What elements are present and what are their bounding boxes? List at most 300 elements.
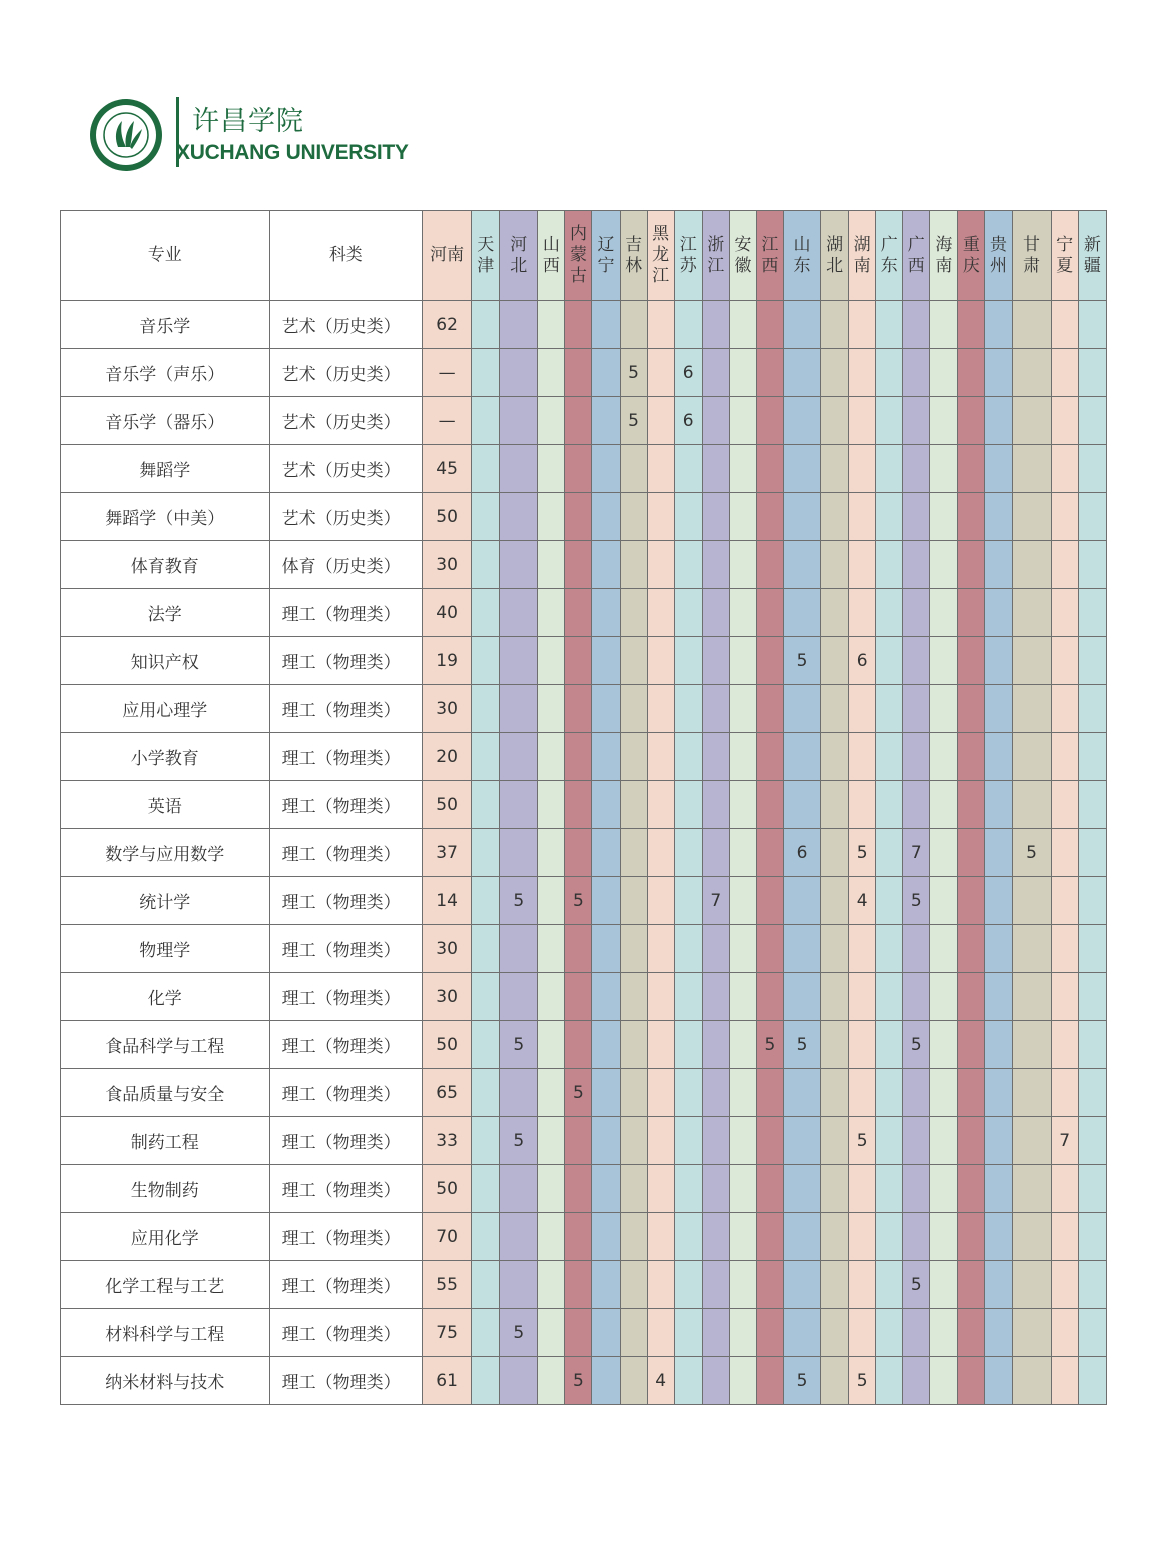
quota-cell <box>565 1309 592 1357</box>
quota-cell <box>674 685 702 733</box>
quota-cell <box>1051 445 1078 493</box>
quota-cell <box>1051 685 1078 733</box>
quota-cell <box>472 541 500 589</box>
quota-cell: 50 <box>423 1165 472 1213</box>
quota-cell <box>985 1069 1012 1117</box>
quota-cell <box>930 637 958 685</box>
quota-cell <box>565 829 592 877</box>
quota-cell <box>985 829 1012 877</box>
quota-cell <box>674 301 702 349</box>
quota-cell <box>756 781 783 829</box>
quota-cell <box>702 973 729 1021</box>
quota-cell <box>620 1309 647 1357</box>
quota-cell <box>849 1021 876 1069</box>
quota-cell <box>930 1021 958 1069</box>
quota-cell <box>958 1357 985 1405</box>
quota-cell <box>472 1309 500 1357</box>
quota-cell <box>821 733 849 781</box>
quota-cell <box>1012 1261 1051 1309</box>
enrollment-plan-table <box>60 210 1107 1405</box>
quota-cell <box>958 1117 985 1165</box>
quota-cell <box>1078 397 1106 445</box>
quota-cell <box>849 973 876 1021</box>
quota-cell <box>592 1357 620 1405</box>
quota-cell <box>876 1069 903 1117</box>
quota-cell <box>783 589 820 637</box>
quota-cell <box>876 1213 903 1261</box>
table-row <box>61 1165 1107 1213</box>
quota-cell <box>876 1309 903 1357</box>
quota-cell <box>620 1213 647 1261</box>
quota-cell <box>472 349 500 397</box>
table-row <box>61 973 1107 1021</box>
quota-cell: 7 <box>903 829 930 877</box>
quota-cell <box>1051 1261 1078 1309</box>
quota-cell <box>1012 445 1051 493</box>
quota-cell <box>1078 301 1106 349</box>
quota-cell: 5 <box>783 1021 820 1069</box>
quota-cell <box>1051 493 1078 541</box>
quota-cell <box>647 685 674 733</box>
quota-cell: 5 <box>849 829 876 877</box>
quota-cell: 5 <box>620 397 647 445</box>
header-province <box>1012 211 1051 301</box>
quota-cell <box>500 733 538 781</box>
quota-cell <box>903 781 930 829</box>
quota-cell <box>1051 973 1078 1021</box>
quota-cell <box>674 733 702 781</box>
quota-cell <box>1051 1021 1078 1069</box>
quota-cell <box>565 781 592 829</box>
quota-cell <box>538 301 565 349</box>
quota-cell <box>1012 733 1051 781</box>
quota-cell: 70 <box>423 1213 472 1261</box>
quota-cell <box>674 1021 702 1069</box>
quota-cell <box>729 1261 756 1309</box>
quota-cell <box>1078 1309 1106 1357</box>
quota-cell <box>821 1165 849 1213</box>
quota-cell <box>821 349 849 397</box>
major-cell: 化学 <box>61 973 270 1021</box>
quota-cell <box>821 781 849 829</box>
table-row <box>61 1021 1107 1069</box>
quota-cell: 33 <box>423 1117 472 1165</box>
quota-cell <box>930 397 958 445</box>
quota-cell <box>620 877 647 925</box>
quota-cell <box>592 397 620 445</box>
major-cell: 舞蹈学 <box>61 445 270 493</box>
quota-cell <box>729 541 756 589</box>
major-cell: 食品质量与安全 <box>61 1069 270 1117</box>
category-cell: 理工（物理类） <box>269 925 422 973</box>
major-cell: 生物制药 <box>61 1165 270 1213</box>
quota-cell <box>674 877 702 925</box>
quota-cell <box>876 733 903 781</box>
quota-cell <box>930 685 958 733</box>
header-province <box>620 211 647 301</box>
quota-cell <box>756 589 783 637</box>
category-cell: 理工（物理类） <box>269 1069 422 1117</box>
province-label: 江苏 <box>679 234 697 276</box>
quota-cell <box>472 589 500 637</box>
quota-cell <box>592 1261 620 1309</box>
quota-cell <box>958 445 985 493</box>
header-province <box>930 211 958 301</box>
quota-cell: 30 <box>423 925 472 973</box>
province-label: 宁夏 <box>1056 234 1074 276</box>
quota-cell <box>783 781 820 829</box>
quota-cell <box>876 397 903 445</box>
quota-cell <box>783 1117 820 1165</box>
quota-cell <box>821 301 849 349</box>
quota-cell <box>500 301 538 349</box>
quota-cell <box>1012 1309 1051 1357</box>
quota-cell <box>903 973 930 1021</box>
quota-cell <box>620 1357 647 1405</box>
quota-cell <box>821 877 849 925</box>
quota-cell <box>783 973 820 1021</box>
header-province <box>472 211 500 301</box>
quota-cell <box>620 973 647 1021</box>
quota-cell <box>876 1021 903 1069</box>
quota-cell <box>472 733 500 781</box>
quota-cell <box>538 1213 565 1261</box>
quota-cell: 4 <box>849 877 876 925</box>
quota-cell <box>958 1261 985 1309</box>
major-cell: 舞蹈学（中美） <box>61 493 270 541</box>
quota-cell <box>592 781 620 829</box>
quota-cell <box>849 685 876 733</box>
quota-cell <box>958 637 985 685</box>
quota-cell <box>849 1261 876 1309</box>
quota-cell: 7 <box>1051 1117 1078 1165</box>
quota-cell <box>538 493 565 541</box>
quota-cell <box>756 1117 783 1165</box>
quota-cell <box>729 445 756 493</box>
header-province <box>985 211 1012 301</box>
quota-cell <box>565 1165 592 1213</box>
quota-cell <box>985 541 1012 589</box>
quota-cell <box>1012 973 1051 1021</box>
quota-cell <box>729 781 756 829</box>
quota-cell <box>930 1309 958 1357</box>
quota-cell <box>620 781 647 829</box>
quota-cell <box>1012 1357 1051 1405</box>
quota-cell <box>903 1213 930 1261</box>
quota-cell <box>849 589 876 637</box>
quota-cell <box>958 829 985 877</box>
province-label: 海南 <box>935 234 953 276</box>
quota-cell <box>538 445 565 493</box>
quota-cell: 55 <box>423 1261 472 1309</box>
quota-cell <box>538 541 565 589</box>
quota-cell <box>985 1357 1012 1405</box>
quota-cell <box>592 973 620 1021</box>
quota-cell <box>1078 685 1106 733</box>
quota-cell <box>647 349 674 397</box>
quota-cell <box>1012 685 1051 733</box>
quota-cell <box>538 1165 565 1213</box>
quota-cell <box>783 301 820 349</box>
quota-cell: 45 <box>423 445 472 493</box>
quota-cell <box>500 1213 538 1261</box>
table-row <box>61 781 1107 829</box>
quota-cell <box>958 589 985 637</box>
quota-cell <box>1012 397 1051 445</box>
header-province <box>821 211 849 301</box>
quota-cell <box>930 733 958 781</box>
quota-cell <box>729 733 756 781</box>
province-label: 内蒙古 <box>569 224 587 286</box>
quota-cell: 5 <box>500 1117 538 1165</box>
quota-cell <box>647 541 674 589</box>
quota-cell <box>958 973 985 1021</box>
quota-cell <box>647 1261 674 1309</box>
quota-cell <box>756 349 783 397</box>
quota-cell <box>565 1117 592 1165</box>
quota-cell <box>647 493 674 541</box>
table-row <box>61 1261 1107 1309</box>
quota-cell <box>565 301 592 349</box>
table-row <box>61 733 1107 781</box>
quota-cell <box>985 1021 1012 1069</box>
quota-cell <box>1051 541 1078 589</box>
quota-cell <box>876 685 903 733</box>
table-header-row <box>61 211 1107 301</box>
quota-cell <box>985 1261 1012 1309</box>
university-logo <box>88 95 448 175</box>
quota-cell <box>729 1357 756 1405</box>
quota-cell <box>903 397 930 445</box>
quota-cell <box>1078 1069 1106 1117</box>
quota-cell <box>1051 829 1078 877</box>
major-cell: 应用化学 <box>61 1213 270 1261</box>
quota-cell <box>592 733 620 781</box>
quota-cell <box>647 301 674 349</box>
quota-cell <box>1078 1357 1106 1405</box>
category-cell: 艺术（历史类） <box>269 493 422 541</box>
quota-cell <box>729 589 756 637</box>
quota-cell <box>1078 781 1106 829</box>
quota-cell <box>620 1261 647 1309</box>
quota-cell <box>702 829 729 877</box>
quota-cell <box>958 397 985 445</box>
quota-cell <box>500 1261 538 1309</box>
quota-cell <box>647 1213 674 1261</box>
quota-cell <box>1051 1165 1078 1213</box>
quota-cell: 5 <box>783 637 820 685</box>
quota-cell <box>783 1165 820 1213</box>
quota-cell: 6 <box>849 637 876 685</box>
quota-cell <box>1051 733 1078 781</box>
quota-cell <box>903 1117 930 1165</box>
header-province <box>958 211 985 301</box>
category-cell: 理工（物理类） <box>269 685 422 733</box>
quota-cell: 5 <box>903 1261 930 1309</box>
quota-cell <box>930 973 958 1021</box>
quota-cell <box>538 397 565 445</box>
quota-cell <box>565 733 592 781</box>
university-name-en: XUCHANG UNIVERSITY <box>176 141 409 164</box>
quota-cell <box>985 973 1012 1021</box>
quota-cell <box>500 1165 538 1213</box>
quota-cell <box>1078 733 1106 781</box>
major-cell: 统计学 <box>61 877 270 925</box>
quota-cell: 62 <box>423 301 472 349</box>
quota-cell <box>876 1357 903 1405</box>
quota-cell: 5 <box>783 1357 820 1405</box>
table-row <box>61 541 1107 589</box>
header-major: 专业 <box>61 211 270 301</box>
quota-cell <box>756 973 783 1021</box>
table-row <box>61 1117 1107 1165</box>
province-label: 湖南 <box>853 234 871 276</box>
quota-cell <box>472 1165 500 1213</box>
quota-cell <box>674 541 702 589</box>
quota-cell <box>756 445 783 493</box>
quota-cell <box>903 445 930 493</box>
quota-cell <box>876 925 903 973</box>
quota-cell <box>930 301 958 349</box>
quota-cell <box>903 685 930 733</box>
quota-cell <box>821 445 849 493</box>
quota-cell <box>985 637 1012 685</box>
quota-cell <box>783 349 820 397</box>
quota-cell <box>472 1069 500 1117</box>
quota-cell <box>985 733 1012 781</box>
quota-cell <box>1078 1117 1106 1165</box>
quota-cell <box>1051 925 1078 973</box>
quota-cell <box>647 589 674 637</box>
quota-cell <box>958 1069 985 1117</box>
quota-cell: 5 <box>565 1357 592 1405</box>
quota-cell <box>783 445 820 493</box>
quota-cell <box>565 925 592 973</box>
quota-cell <box>821 637 849 685</box>
category-cell: 艺术（历史类） <box>269 445 422 493</box>
quota-cell <box>1078 637 1106 685</box>
quota-cell <box>702 397 729 445</box>
quota-cell <box>538 829 565 877</box>
quota-cell <box>1012 493 1051 541</box>
quota-cell <box>783 1069 820 1117</box>
table-row <box>61 397 1107 445</box>
quota-cell <box>930 925 958 973</box>
quota-cell <box>876 1165 903 1213</box>
quota-cell <box>592 301 620 349</box>
province-label: 山西 <box>542 234 560 276</box>
quota-cell <box>729 877 756 925</box>
major-cell: 化学工程与工艺 <box>61 1261 270 1309</box>
quota-cell <box>538 1021 565 1069</box>
quota-cell <box>702 1069 729 1117</box>
quota-cell <box>500 445 538 493</box>
quota-cell <box>592 637 620 685</box>
quota-cell <box>849 925 876 973</box>
quota-cell <box>1051 1069 1078 1117</box>
quota-cell <box>903 493 930 541</box>
major-cell: 纳米材料与技术 <box>61 1357 270 1405</box>
quota-cell <box>674 1309 702 1357</box>
quota-cell <box>729 493 756 541</box>
quota-cell <box>538 1117 565 1165</box>
province-label: 河北 <box>510 234 528 276</box>
category-cell: 艺术（历史类） <box>269 349 422 397</box>
category-cell: 理工（物理类） <box>269 1261 422 1309</box>
quota-cell <box>985 1117 1012 1165</box>
category-cell: 理工（物理类） <box>269 973 422 1021</box>
quota-cell <box>620 925 647 973</box>
quota-cell <box>565 349 592 397</box>
quota-cell <box>985 493 1012 541</box>
table-row <box>61 829 1107 877</box>
quota-cell <box>1051 781 1078 829</box>
header-province <box>702 211 729 301</box>
quota-cell <box>702 349 729 397</box>
quota-cell <box>756 877 783 925</box>
quota-cell <box>729 1069 756 1117</box>
quota-cell <box>729 397 756 445</box>
quota-cell <box>647 445 674 493</box>
quota-cell <box>620 445 647 493</box>
quota-cell <box>674 973 702 1021</box>
quota-cell <box>958 301 985 349</box>
quota-cell <box>500 1357 538 1405</box>
quota-cell <box>702 1117 729 1165</box>
quota-cell <box>821 1309 849 1357</box>
quota-cell <box>729 925 756 973</box>
quota-cell <box>647 1069 674 1117</box>
quota-cell <box>930 1069 958 1117</box>
quota-cell <box>876 301 903 349</box>
quota-cell <box>930 1117 958 1165</box>
quota-cell <box>472 397 500 445</box>
quota-cell <box>958 541 985 589</box>
quota-cell <box>538 781 565 829</box>
quota-cell: 65 <box>423 1069 472 1117</box>
quota-cell <box>647 1021 674 1069</box>
university-name-cn: 许昌学院 <box>192 106 304 137</box>
quota-cell <box>500 781 538 829</box>
quota-cell <box>1012 541 1051 589</box>
quota-cell <box>985 397 1012 445</box>
quota-cell <box>1051 397 1078 445</box>
quota-cell <box>930 781 958 829</box>
major-cell: 食品科学与工程 <box>61 1021 270 1069</box>
quota-cell <box>903 589 930 637</box>
quota-cell <box>1078 445 1106 493</box>
quota-cell <box>930 493 958 541</box>
quota-cell: 5 <box>903 1021 930 1069</box>
quota-cell <box>903 349 930 397</box>
major-cell: 应用心理学 <box>61 685 270 733</box>
header-category: 科类 <box>269 211 422 301</box>
quota-cell <box>903 301 930 349</box>
category-cell: 理工（物理类） <box>269 1117 422 1165</box>
quota-cell: 37 <box>423 829 472 877</box>
quota-cell <box>592 349 620 397</box>
quota-cell <box>1078 349 1106 397</box>
major-cell: 材料科学与工程 <box>61 1309 270 1357</box>
quota-cell <box>538 877 565 925</box>
quota-cell <box>821 829 849 877</box>
table-row <box>61 445 1107 493</box>
quota-cell <box>985 349 1012 397</box>
quota-cell <box>1051 877 1078 925</box>
quota-cell <box>876 493 903 541</box>
category-cell: 艺术（历史类） <box>269 397 422 445</box>
quota-cell <box>958 1021 985 1069</box>
